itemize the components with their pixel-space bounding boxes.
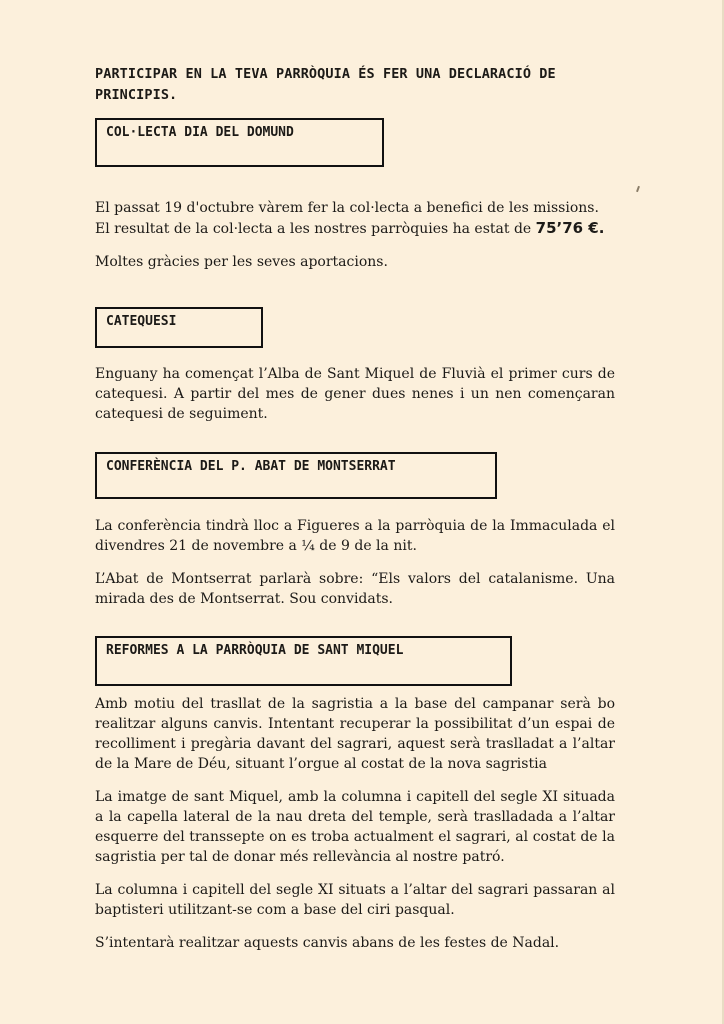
section-title-box-reformes (95, 636, 512, 686)
section-title-box-domund (95, 118, 384, 167)
section-title-reformes: REFORMES A LA PARRÒQUIA DE SANT MIQUEL (106, 643, 404, 658)
paragraph-domund-1: El passat 19 d'octubre vàrem fer la col·lecta a benefici de les missions. (95, 200, 599, 216)
section-body-catequesi (95, 364, 615, 424)
paragraph-domund-3: Moltes gràcies per les seves aportacions. (95, 254, 388, 270)
paragraph-conferencia-2: L’Abat de Montserrat parlarà sobre: “Els valors del catalanisme. Una mirada des de Montserrat. Sou convidats. (95, 571, 615, 607)
paragraph-catequesi-1: Enguany ha començat l’Alba de Sant Miquel de Fluvià el primer curs de catequesi. A partir del mes de gener dues nenes i un nen començaran catequesi de seguiment. (95, 366, 615, 422)
section-title-conferencia: CONFERÈNCIA DEL P. ABAT DE MONTSERRAT (106, 459, 396, 474)
section-body-reformes (95, 694, 615, 953)
section-title-box-conferencia (95, 452, 497, 499)
section-title-catequesi: CATEQUESI (106, 314, 177, 329)
paragraph-reformes-4: S’intentarà realitzar aquests canvis abans de les festes de Nadal. (95, 935, 560, 951)
section-body-domund (95, 198, 615, 272)
section-body-conferencia (95, 516, 615, 609)
domund-result-text: El resultat de la col·lecta a les nostres parròquies ha estat de (95, 221, 532, 237)
page-heading: PARTICIPAR EN LA TEVA PARRÒQUIA ÉS FER UNA DECLARACIÓ DE PRINCIPIS. (95, 66, 556, 103)
paragraph-reformes-1: Amb motiu del trasllat de la sagristia a la base del campanar serà bo realitzar alguns canvis. Intentant recuperar la possibilitat d’un espai de recolliment i pregària davant del sagrari, aquest serà traslladat a l’altar de la Mare de Déu, situant l’orgue al costat de la nova sagristia (95, 696, 615, 772)
section-title-domund: COL·LECTA DIA DEL DOMUND (106, 125, 294, 140)
domund-amount: 75’76 €. (535, 219, 605, 237)
ink-mark (636, 186, 640, 192)
paragraph-domund-2 (95, 218, 615, 239)
section-title-box-catequesi (95, 307, 263, 348)
paragraph-conferencia-1: La conferència tindrà lloc a Figueres a la parròquia de la Immaculada el divendres 21 de novembre a ¼ de 9 de la nit. (95, 518, 615, 554)
paragraph-reformes-2: La imatge de sant Miquel, amb la columna i capitell del segle XI situada a la capella lateral de la nau dreta del temple, serà traslladada a l’altar esquerre del transsepte on es troba actualment el sagrari, al costat de la sagristia per tal de donar més rellevància al nostre patró. (95, 789, 615, 865)
paragraph-reformes-3: La columna i capitell del segle XI situats a l’altar del sagrari passaran al baptisteri utilitzant-se com a base del ciri pasqual. (95, 882, 615, 918)
